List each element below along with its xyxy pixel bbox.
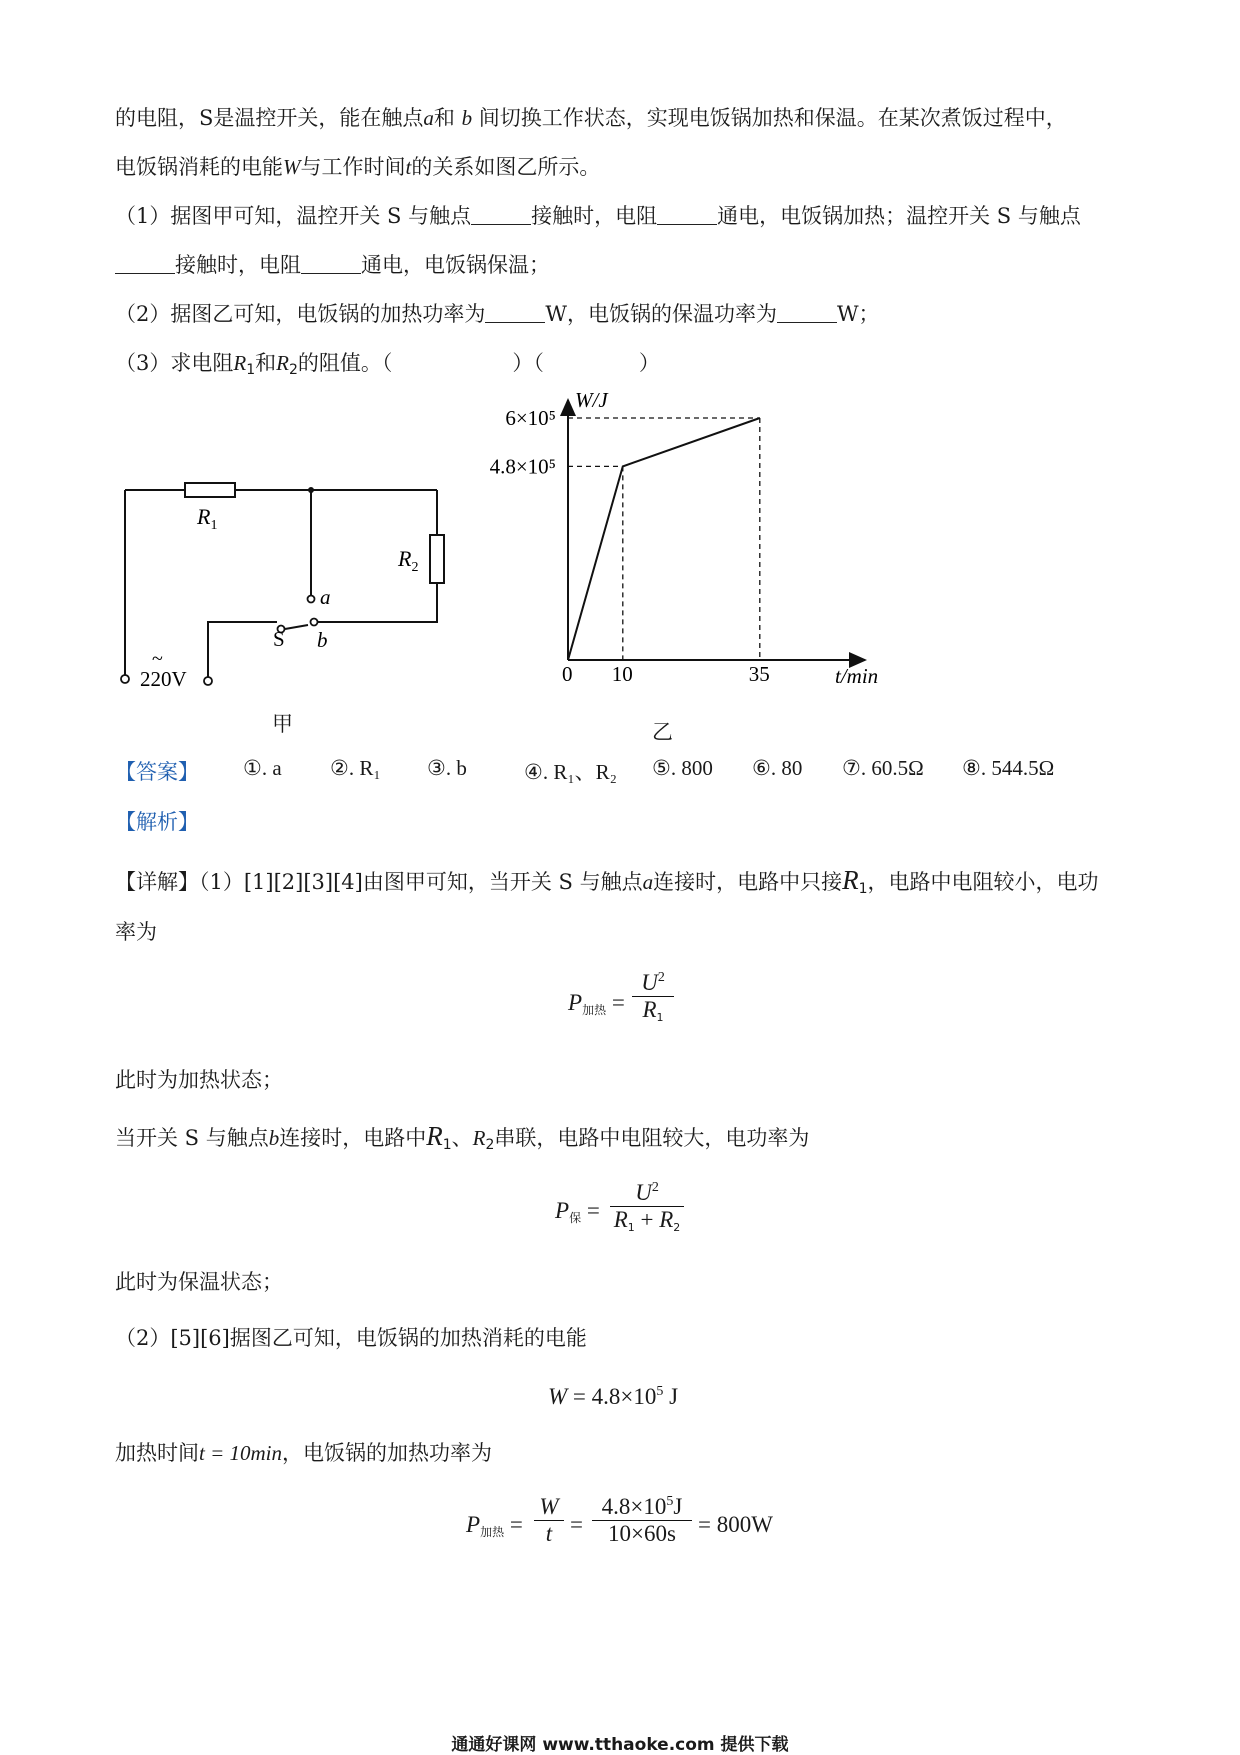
answer-item: ⑧. 544.5Ω — [962, 756, 1055, 780]
label-b: b — [317, 628, 328, 652]
answer-item: ⑦. 60.5Ω — [842, 756, 924, 780]
detail-line-3: 此时为加热状态； — [115, 1068, 283, 1092]
chart-caption: 乙 — [652, 720, 673, 744]
detail-line-4: 当开关 S 与触点b连接时，电路中$R_1$、$R_2$串联，电路中电阻较大，电功率为 — [115, 1121, 810, 1153]
resistor-r1 — [185, 483, 235, 497]
answer-item: ⑥. 80 — [752, 756, 803, 780]
fraction-w-over-t: $\frac{W}{t}$ — [534, 1494, 564, 1547]
answer-blank — [471, 204, 531, 225]
terminal-right — [204, 677, 212, 685]
fraction-u2-over-r1-plus-r2: $\frac{U^2}{R_1 + R_2}$ — [610, 1180, 684, 1234]
intro-line-1: 的电阻，S是温控开关，能在触点a和 b 间切换工作状态，实现电饭锅加热和保温。在某次煮饭过程中， — [115, 106, 1067, 130]
label-r1: $R_1$ — [197, 504, 218, 533]
answer-item: ①. a — [243, 756, 282, 780]
answer-blank — [485, 302, 545, 323]
y-tick-label: 6×10⁵ — [505, 406, 556, 430]
question-2: （2）据图乙可知，电饭锅的加热功率为 W，电饭锅的保温功率为 W； — [115, 302, 880, 326]
answer-blank — [777, 302, 837, 323]
answer-item: ④. R₁、R₂ — [524, 760, 617, 784]
question-3: （3）求电阻$R_1$和$R_2$的阻值。（ ）（ ） — [115, 351, 660, 378]
energy-time-chart — [440, 380, 920, 730]
question-1-line-2: 接触时，电阻 通电，电饭锅保温； — [115, 251, 550, 279]
detail-line-5: 此时为保温状态； — [115, 1270, 283, 1294]
intro-line-2: 电饭锅消耗的电能W与工作时间t的关系如图乙所示。 — [115, 155, 601, 179]
equation-keep-warm-power: $P_保$ = — [555, 1198, 600, 1225]
x-axis-label: t/min — [835, 664, 879, 688]
x-tick-label: 35 — [748, 662, 770, 686]
label-ac: ~ — [152, 648, 163, 670]
detail-line-7: 加热时间t = 10min，电饭锅的加热功率为 — [115, 1441, 493, 1465]
question-1-line-1: （1）据图甲可知，温控开关 S 与触点 接触时，电阻 通电，电饭锅加热；温控开关 S 与触点 — [115, 204, 1081, 228]
contact-b — [311, 619, 318, 626]
contact-a — [308, 596, 315, 603]
answer-blank — [657, 204, 717, 225]
circuit-diagram — [105, 460, 465, 740]
answer-item: ⑤. 800 — [652, 756, 713, 780]
analysis-label: 【解析】 — [115, 810, 199, 834]
answer-item: ③. b — [427, 756, 467, 780]
equation-energy: $W = 4.8\times 10^5$ J — [548, 1384, 679, 1409]
answer-label: 【答案】 — [115, 760, 199, 784]
equation-heating-power: $P_{加热}$ = — [568, 990, 625, 1017]
fraction-u2-over-r1: $\frac{U^2}{R_1}$ — [632, 970, 674, 1024]
series-line — [568, 418, 760, 660]
footer: 通通好课网 www.tthaoke.com 提供下载 — [451, 1735, 789, 1755]
y-axis-label: W/J — [575, 388, 608, 412]
label-voltage: 220V — [140, 667, 187, 691]
equation-heating-power-value: $P_{加热}$ = — [466, 1512, 523, 1539]
detail-line-6: （2）[5][6]据图乙可知，电饭锅的加热消耗的电能 — [115, 1326, 587, 1350]
x-tick-label: 10 — [611, 662, 633, 686]
y-tick-label: 4.8×10⁵ — [489, 454, 556, 479]
answer-blank — [301, 253, 361, 274]
label-s: S — [273, 627, 285, 651]
junction-dot — [308, 487, 314, 493]
x-tick-label: 0 — [562, 662, 573, 686]
answer-item: ②. R₁ — [330, 756, 381, 780]
label-a: a — [320, 585, 331, 609]
answer-blank — [115, 253, 175, 274]
detail-line-1: 【详解】（1）[1][2][3][4]由图甲可知，当开关 S 与触点a连接时，电路中只接$R_1$，电路中电阻较小，电功 — [115, 865, 1099, 897]
terminal-left — [121, 675, 129, 683]
fraction-energy-over-time: $\frac{4.8\times 10^5J}{10\times 60s}$ — [592, 1494, 692, 1547]
circuit-caption: 甲 — [272, 712, 293, 736]
equals-sign: = — [570, 1512, 583, 1537]
label-r2: $R_2$ — [398, 546, 419, 575]
result: = 800W — [698, 1512, 773, 1537]
detail-line-2: 率为 — [115, 920, 157, 944]
